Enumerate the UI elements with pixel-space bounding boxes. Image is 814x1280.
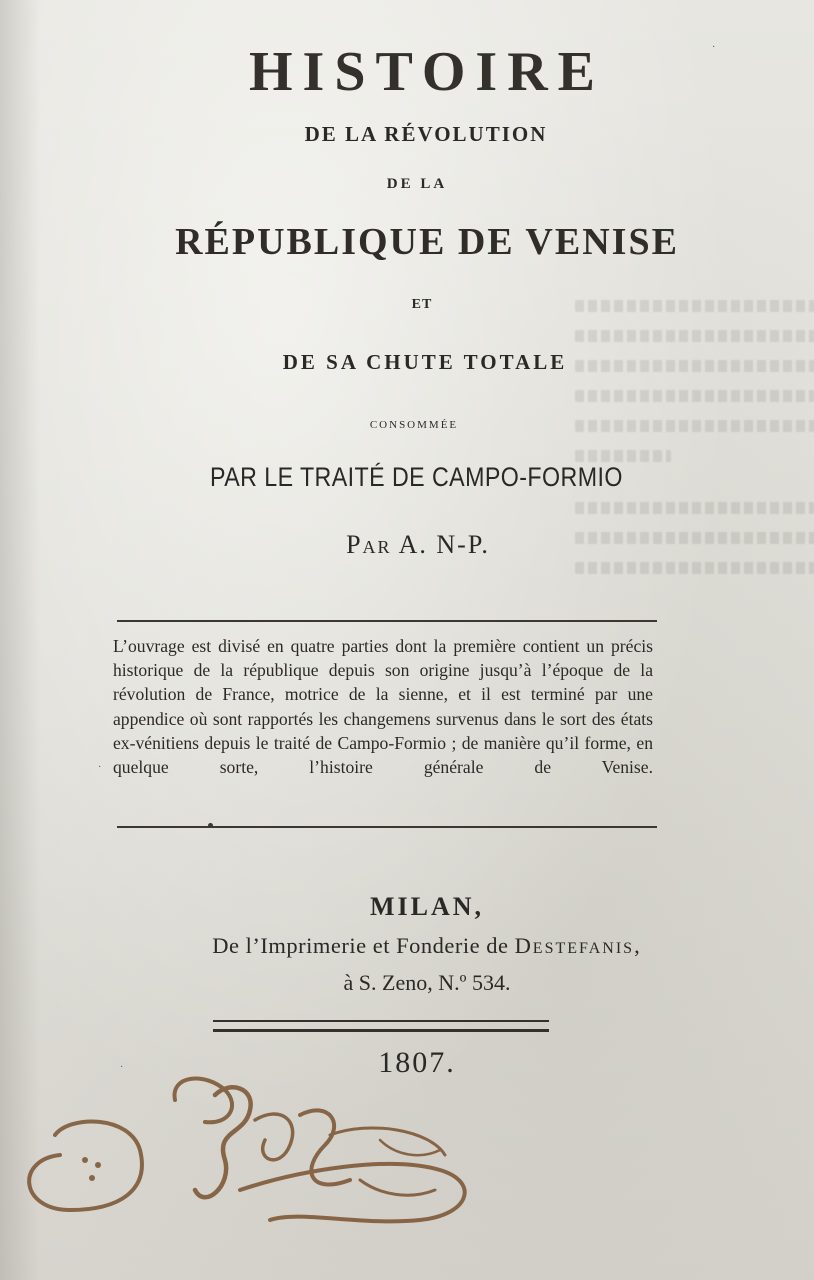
imprint-printer (0, 933, 814, 959)
paper-speck: · (712, 42, 716, 53)
paper-speck: · (120, 1062, 124, 1073)
subtitle-traite: PAR LE TRAITÉ DE CAMPO-FORMIO (210, 462, 623, 492)
description-paragraph: L’ouvrage est divisé en quatre parties dont la première contient un précis historique de la république depuis son origine jusqu’à l’époque de la révolution de France, motrice de la sienne, et il est terminé par une appendice où sont rapportés les changemens survenus dans le sort des états ex-vénitiens depuis le traité de Campo-Formio ; de manière qu’il forme, en quelque sorte, l’histoire générale de Venise. (113, 636, 653, 778)
handwritten-signature (0, 1060, 814, 1260)
subtitle-consommee: consommée (369, 416, 459, 432)
author-line: Par A. N-P. (346, 530, 490, 559)
paper-speck: · (98, 762, 102, 773)
subtitle-de-la: DE LA (386, 176, 448, 192)
rule-top (117, 620, 657, 622)
rule-bottom (117, 826, 657, 828)
imprint-city: MILAN, (369, 892, 485, 921)
double-rule (213, 1020, 549, 1032)
subtitle-et: ET (411, 297, 433, 312)
printer-name: Destefanis, (514, 933, 642, 958)
subtitle-revolution: DE LA RÉVOLUTION (304, 122, 548, 146)
printer-prefix: De l’Imprimerie et Fonderie de (212, 933, 515, 958)
subtitle-republique: RÉPUBLIQUE DE VENISE (175, 221, 679, 263)
book-title: HISTOIRE (249, 41, 605, 103)
publication-year: 1807. (378, 1046, 456, 1079)
bleed-through-text (575, 300, 814, 620)
subtitle-chute-totale: DE SA CHUTE TOTALE (282, 350, 568, 374)
imprint-address: à S. Zeno, N.º 534. (343, 970, 511, 995)
rule-ornament-dot (208, 823, 213, 828)
